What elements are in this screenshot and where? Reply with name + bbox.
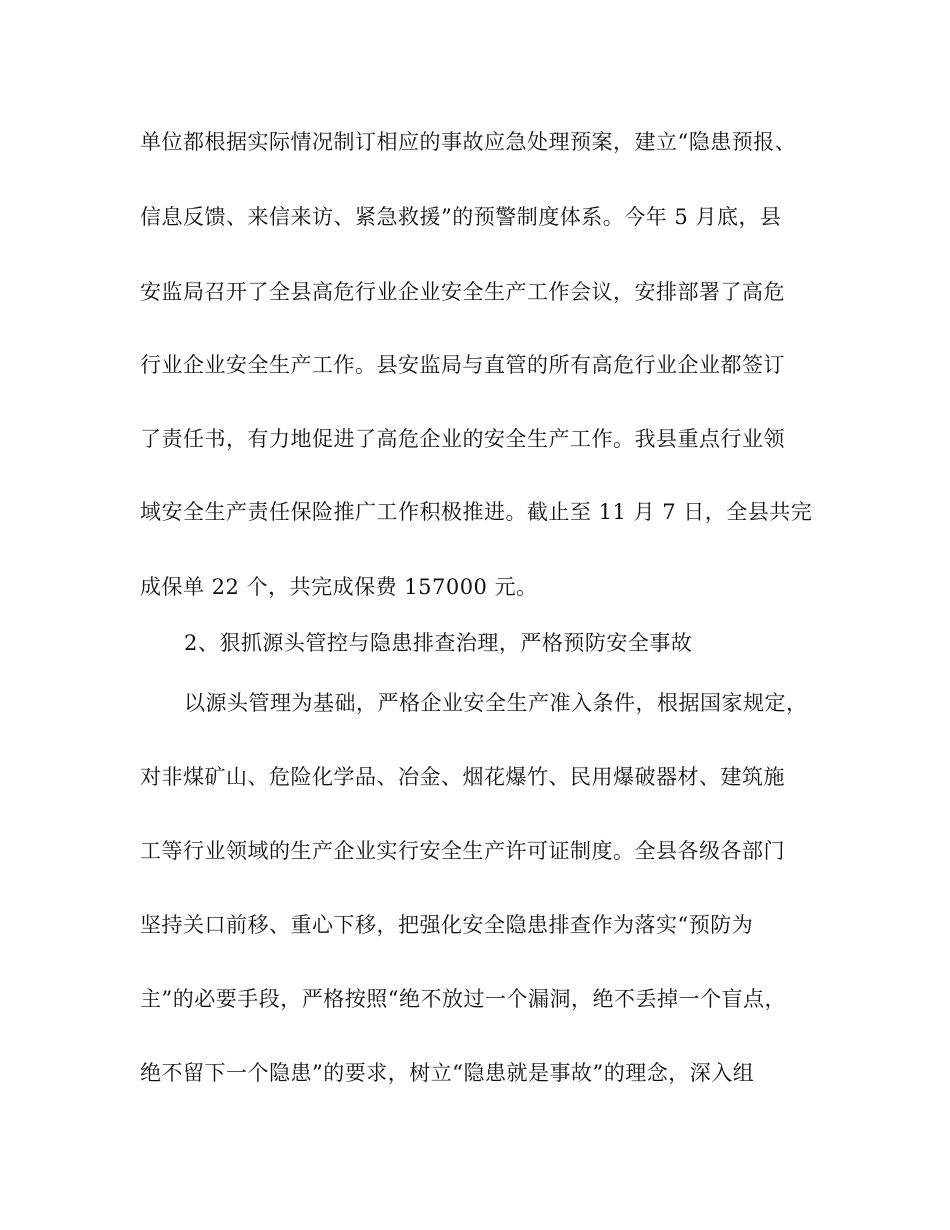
paragraph-line: 行业企业安全生产工作。县安监局与直管的所有高危行业企业都签订 xyxy=(140,353,785,377)
paragraph-line: 坚持关口前移、重心下移，把强化安全隐患排查作为落实“预防为 xyxy=(140,913,754,937)
paragraph-line: 对非煤矿山、危险化学品、冶金、烟花爆竹、民用爆破器材、建筑施 xyxy=(140,765,785,789)
paragraph-line: 主”的必要手段，严格按照“绝不放过一个漏洞，绝不丢掉一个盲点， xyxy=(140,987,786,1011)
paragraph-line: 了责任书，有力地促进了高危企业的安全生产工作。我县重点行业领 xyxy=(140,427,785,451)
section-heading: 2、狠抓源头管控与隐患排查治理，严格预防安全事故 xyxy=(184,631,693,655)
paragraph-line: 绝不留下一个隐患”的要求，树立“隐患就是事故”的理念，深入组 xyxy=(140,1061,755,1085)
paragraph-line: 成保单 22 个，共完成保费 157000 元。 xyxy=(140,575,538,599)
paragraph-line: 域安全生产责任保险推广工作积极推进。截止至 11 月 7 日，全县共完 xyxy=(140,500,813,524)
paragraph-line: 单位都根据实际情况制订相应的事故应急处理预案，建立“隐患预报、 xyxy=(140,130,797,154)
paragraph-line: 安监局召开了全县高危行业企业安全生产工作会议，安排部署了高危 xyxy=(140,280,785,304)
paragraph-line: 工等行业领域的生产企业实行安全生产许可证制度。全县各级各部门 xyxy=(140,839,785,863)
paragraph-line: 信息反馈、来信来访、紧急救援”的预警制度体系。今年 5 月底，县 xyxy=(140,205,782,229)
paragraph-line: 以源头管理为基础，严格企业安全生产准入条件，根据国家规定， xyxy=(184,691,808,715)
